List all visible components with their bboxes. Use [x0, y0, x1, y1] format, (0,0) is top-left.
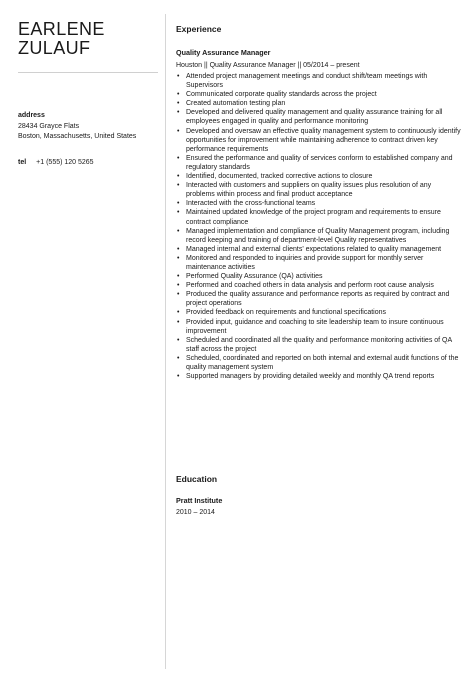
school-name: Pratt Institute [176, 496, 223, 505]
education-section [176, 474, 461, 516]
bullet-item: • Produced the quality assurance and performance reports as required by contract and project operations [176, 290, 461, 308]
bullet-item: • Communicated corporate quality standards across the project [176, 90, 461, 99]
bullet-item: • Created automation testing plan [176, 99, 461, 108]
last-name: ZULAUF [18, 38, 91, 58]
tel-value: +1 (555) 120 5265 [36, 159, 94, 166]
name-divider [18, 72, 158, 73]
bullet-item: • Interacted with the cross-functional teams [176, 199, 461, 208]
bullet-item: • Maintained updated knowledge of the project program and requirements to ensure contract compliance [176, 208, 461, 226]
bullet-item: • Supported managers by providing detailed weekly and monthly QA trend reports [176, 372, 461, 381]
tel-block [18, 158, 94, 168]
bullet-item: • Performed and coached others in data analysis and perform root cause analysis [176, 281, 461, 290]
address-label: address [18, 112, 45, 119]
experience-heading: Experience [176, 24, 222, 34]
column-divider [165, 14, 166, 669]
address-line-1: 28434 Grayce Flats [18, 123, 80, 130]
bullet-item: • Scheduled, coordinated and reported on both internal and external audit functions of the quality management system [176, 354, 461, 372]
bullet-item: • Developed and oversaw an effective quality management system to continuously identify opportunities for improvement while maintaining adherence to contract driven key performance requirements [176, 127, 461, 154]
bullet-item: • Interacted with customers and suppliers on quality issues plus resolution of any problems within process and final product acceptance [176, 181, 461, 199]
bullet-item: • Provided feedback on requirements and functional specifications [176, 308, 461, 317]
bullet-item: • Developed and delivered quality management and quality assurance training for all employees engaged in quality and performance monitoring [176, 108, 461, 126]
experience-section [176, 24, 461, 381]
candidate-name-block [18, 20, 158, 58]
job-meta: Houston || Quality Assurance Manager || 05/2014 – present [176, 62, 360, 69]
tel-label: tel [18, 159, 27, 166]
bullet-item: • Identified, documented, tracked corrective actions to closure [176, 172, 461, 181]
job-title: Quality Assurance Manager [176, 48, 271, 57]
first-name: EARLENE [18, 19, 105, 39]
education-heading: Education [176, 474, 218, 484]
address-block [18, 112, 168, 142]
bullet-item: • Attended project management meetings and conduct shift/team meetings with Supervisors [176, 72, 461, 90]
bullet-item: • Managed internal and external clients' expectations related to quality management [176, 245, 461, 254]
bullet-item: • Provided input, guidance and coaching to site leadership team to insure continuous improvement [176, 318, 461, 336]
bullet-item: • Ensured the performance and quality of services conform to established company and regulatory standards [176, 154, 461, 172]
bullet-item: • Monitored and responded to inquiries and provide support for monthly server maintenance activities [176, 254, 461, 272]
bullet-item: • Performed Quality Assurance (QA) activities [176, 272, 461, 281]
bullet-item: • Managed implementation and compliance of Quality Management program, including record keeping and training of department-level Quality representatives [176, 227, 461, 245]
job-bullets [176, 72, 461, 381]
education-years: 2010 – 2014 [176, 509, 215, 516]
address-line-2: Boston, Massachusetts, United States [18, 133, 137, 140]
bullet-item: • Scheduled and coordinated all the quality and performance monitoring activities of QA staff across the project [176, 336, 461, 354]
